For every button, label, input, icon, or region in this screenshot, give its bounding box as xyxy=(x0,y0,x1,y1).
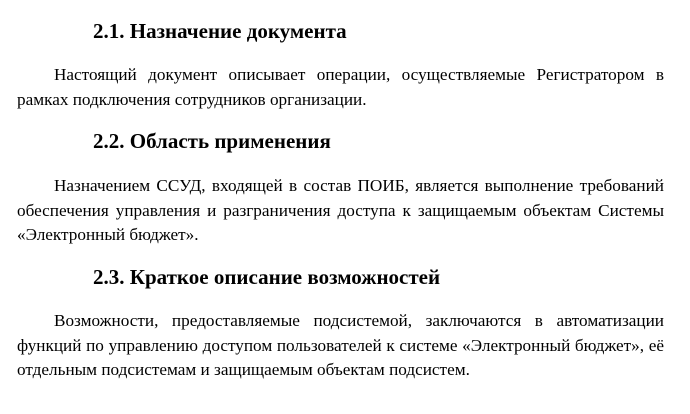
section-text-capabilities: Возможности, предоставляемые подсистемой, заключаются в автоматизации функций по управлению доступом пользователей к системе «Электронный бюджет», её отдельным подсистемам и защищаемым объектам подсистем. xyxy=(17,311,664,379)
section-heading-scope: 2.2. Область применения xyxy=(93,129,331,153)
section-heading-capabilities: 2.3. Краткое описание возможностей xyxy=(93,265,441,289)
section-text-scope: Назначением ССУД, входящей в состав ПОИБ, является выполнение требований обеспечения управления и разграничения доступа к защищаемым объектам Системы «Электронный бюджет». xyxy=(17,176,664,244)
section-text-purpose: Настоящий документ описывает операции, осуществляемые Регистратором в рамках подключения сотрудников организации. xyxy=(17,65,664,109)
section-heading-purpose: 2.1. Назначение документа xyxy=(93,19,347,43)
